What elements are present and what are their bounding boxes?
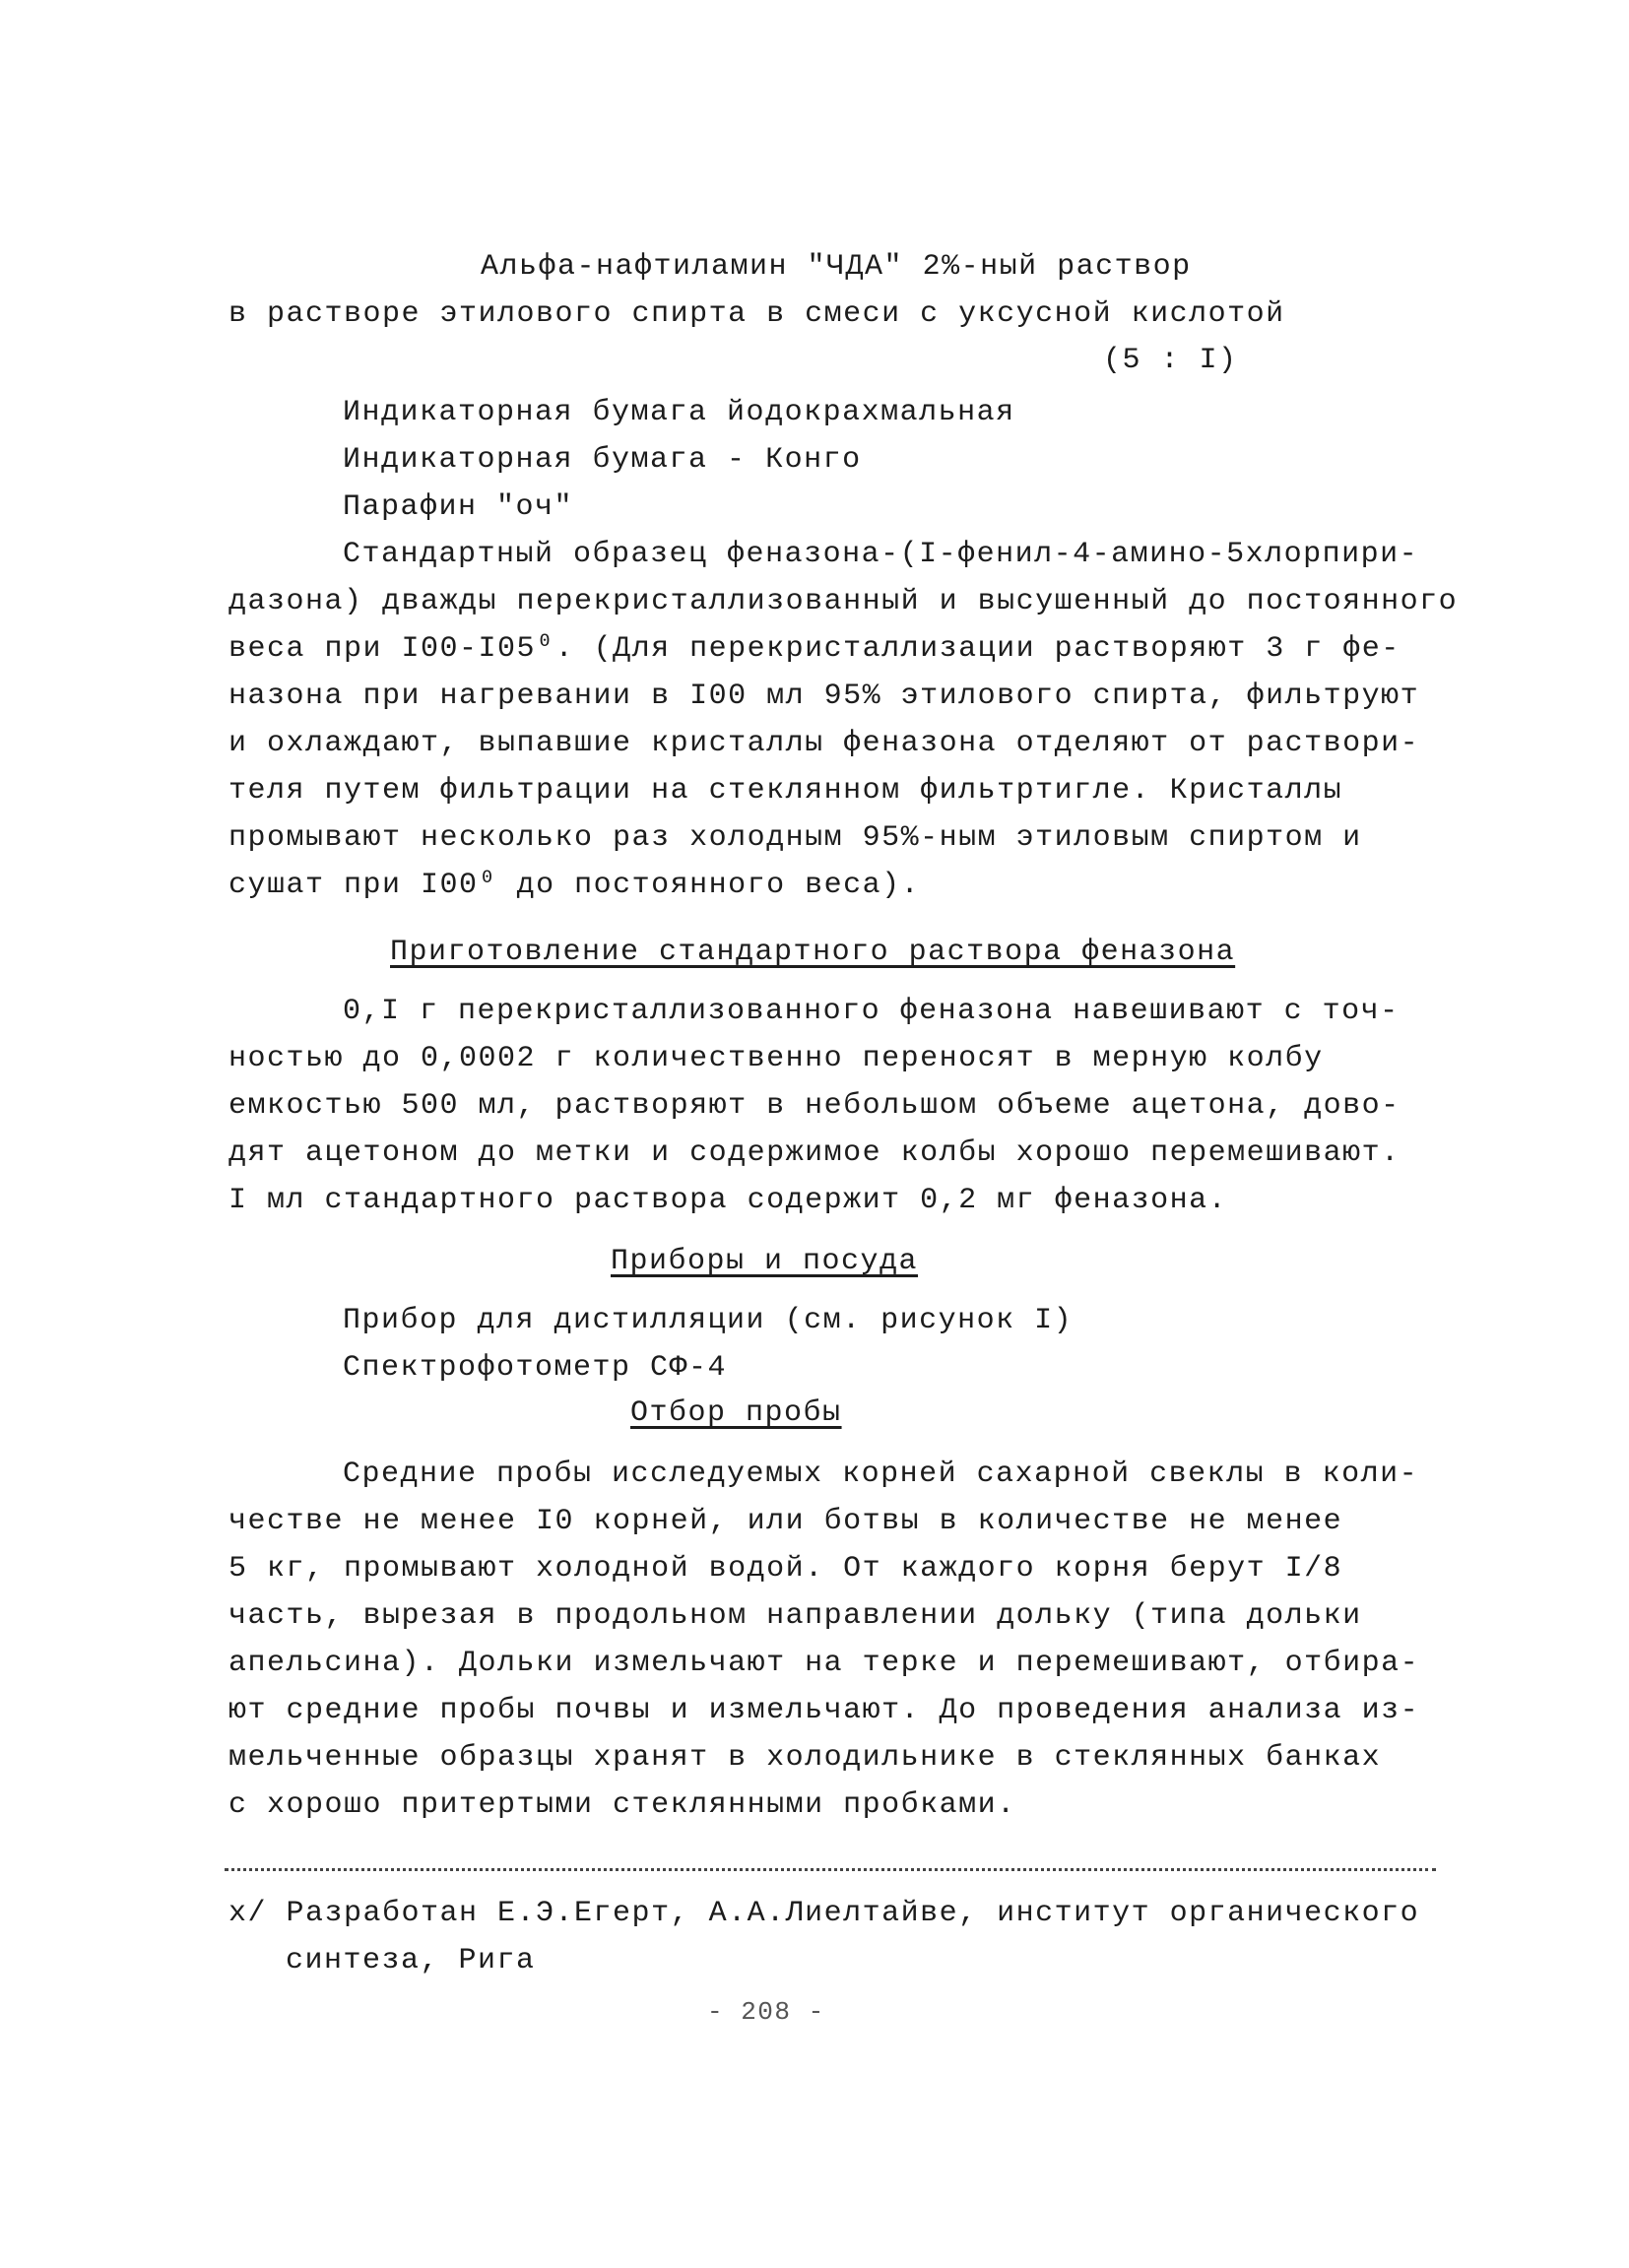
- equipment-item: Спектрофотометр СФ-4: [343, 1351, 728, 1385]
- page-number: - 208 -: [707, 1997, 825, 2027]
- paragraph-line: часть, вырезая в продольном направлении дольку (типа дольки: [228, 1599, 1362, 1633]
- paragraph-line: промывают несколько раз холодным 95%-ным этиловым спиртом и: [228, 821, 1362, 855]
- paragraph-line: 5 кг, промывают холодной водой. От каждого корня берут I/8: [228, 1552, 1343, 1586]
- paragraph-line: I мл стандартного раствора содержит 0,2 мг феназона.: [228, 1184, 1228, 1217]
- paragraph-line: мельченные образцы хранят в холодильнике в стеклянных банках: [228, 1741, 1382, 1775]
- paragraph-line: с хорошо притертыми стеклянными пробками.: [228, 1788, 1016, 1822]
- equipment-item: Прибор для дистилляции (см. рисунок I): [343, 1304, 1074, 1337]
- paragraph-line: сушат при I00⁰ до постоянного веса).: [228, 869, 921, 902]
- section-title: Приборы и посуда: [611, 1245, 919, 1278]
- paragraph-line: назона при нагревании в I00 мл 95% этилового спирта, фильтруют: [228, 680, 1420, 713]
- reagent-item: Индикаторная бумага йодокрахмальная: [343, 396, 1015, 429]
- header-ratio: (5 : I): [1103, 344, 1238, 377]
- paragraph-line: емкостью 500 мл, растворяют в небольшом объеме ацетона, дово-: [228, 1089, 1401, 1123]
- paragraph-line: ностью до 0,0002 г количественно переносят в мерную колбу: [228, 1042, 1324, 1075]
- paragraph-line: дазона) дважды перекристаллизованный и высушенный до постоянного: [228, 585, 1459, 618]
- paragraph-line: Стандартный образец феназона-(I-фенил-4-амино-5хлорпири-: [343, 538, 1419, 571]
- footnote-line: х/ Разработан Е.Э.Егерт, А.А.Лиелтайве, институт органического: [228, 1897, 1420, 1930]
- paragraph-line: ют средние пробы почвы и измельчают. До проведения анализа из-: [228, 1694, 1420, 1727]
- footnote-line: синтеза, Рига: [286, 1944, 536, 1977]
- paragraph-line: 0,I г перекристаллизованного феназона навешивают с точ-: [343, 995, 1400, 1028]
- footnote-divider: [225, 1868, 1436, 1871]
- paragraph-line: апельсина). Дольки измельчают на терке и перемешивают, отбира-: [228, 1647, 1420, 1680]
- section-title: Отбор пробы: [630, 1396, 842, 1430]
- paragraph-line: дят ацетоном до метки и содержимое колбы хорошо перемешивают.: [228, 1136, 1401, 1170]
- paragraph-line: Средние пробы исследуемых корней сахарной свеклы в коли-: [343, 1458, 1419, 1491]
- reagent-item: Парафин "оч": [343, 490, 574, 524]
- header-line-1: Альфа-нафтиламин "ЧДА" 2%-ный раствор: [481, 250, 1192, 284]
- paragraph-line: теля путем фильтрации на стеклянном фильтртигле. Кристаллы: [228, 774, 1343, 808]
- paragraph-line: честве не менее I0 корней, или ботвы в количестве не менее: [228, 1505, 1343, 1538]
- paragraph-line: веса при I00-I05⁰. (Для перекристаллизации растворяют 3 г фе-: [228, 632, 1401, 666]
- header-line-2: в растворе этилового спирта в смеси с уксусной кислотой: [228, 297, 1285, 331]
- reagent-item: Индикаторная бумага - Конго: [343, 443, 862, 477]
- section-title: Приготовление стандартного раствора феназона: [390, 936, 1236, 969]
- paragraph-line: и охлаждают, выпавшие кристаллы феназона отделяют от раствори-: [228, 727, 1420, 760]
